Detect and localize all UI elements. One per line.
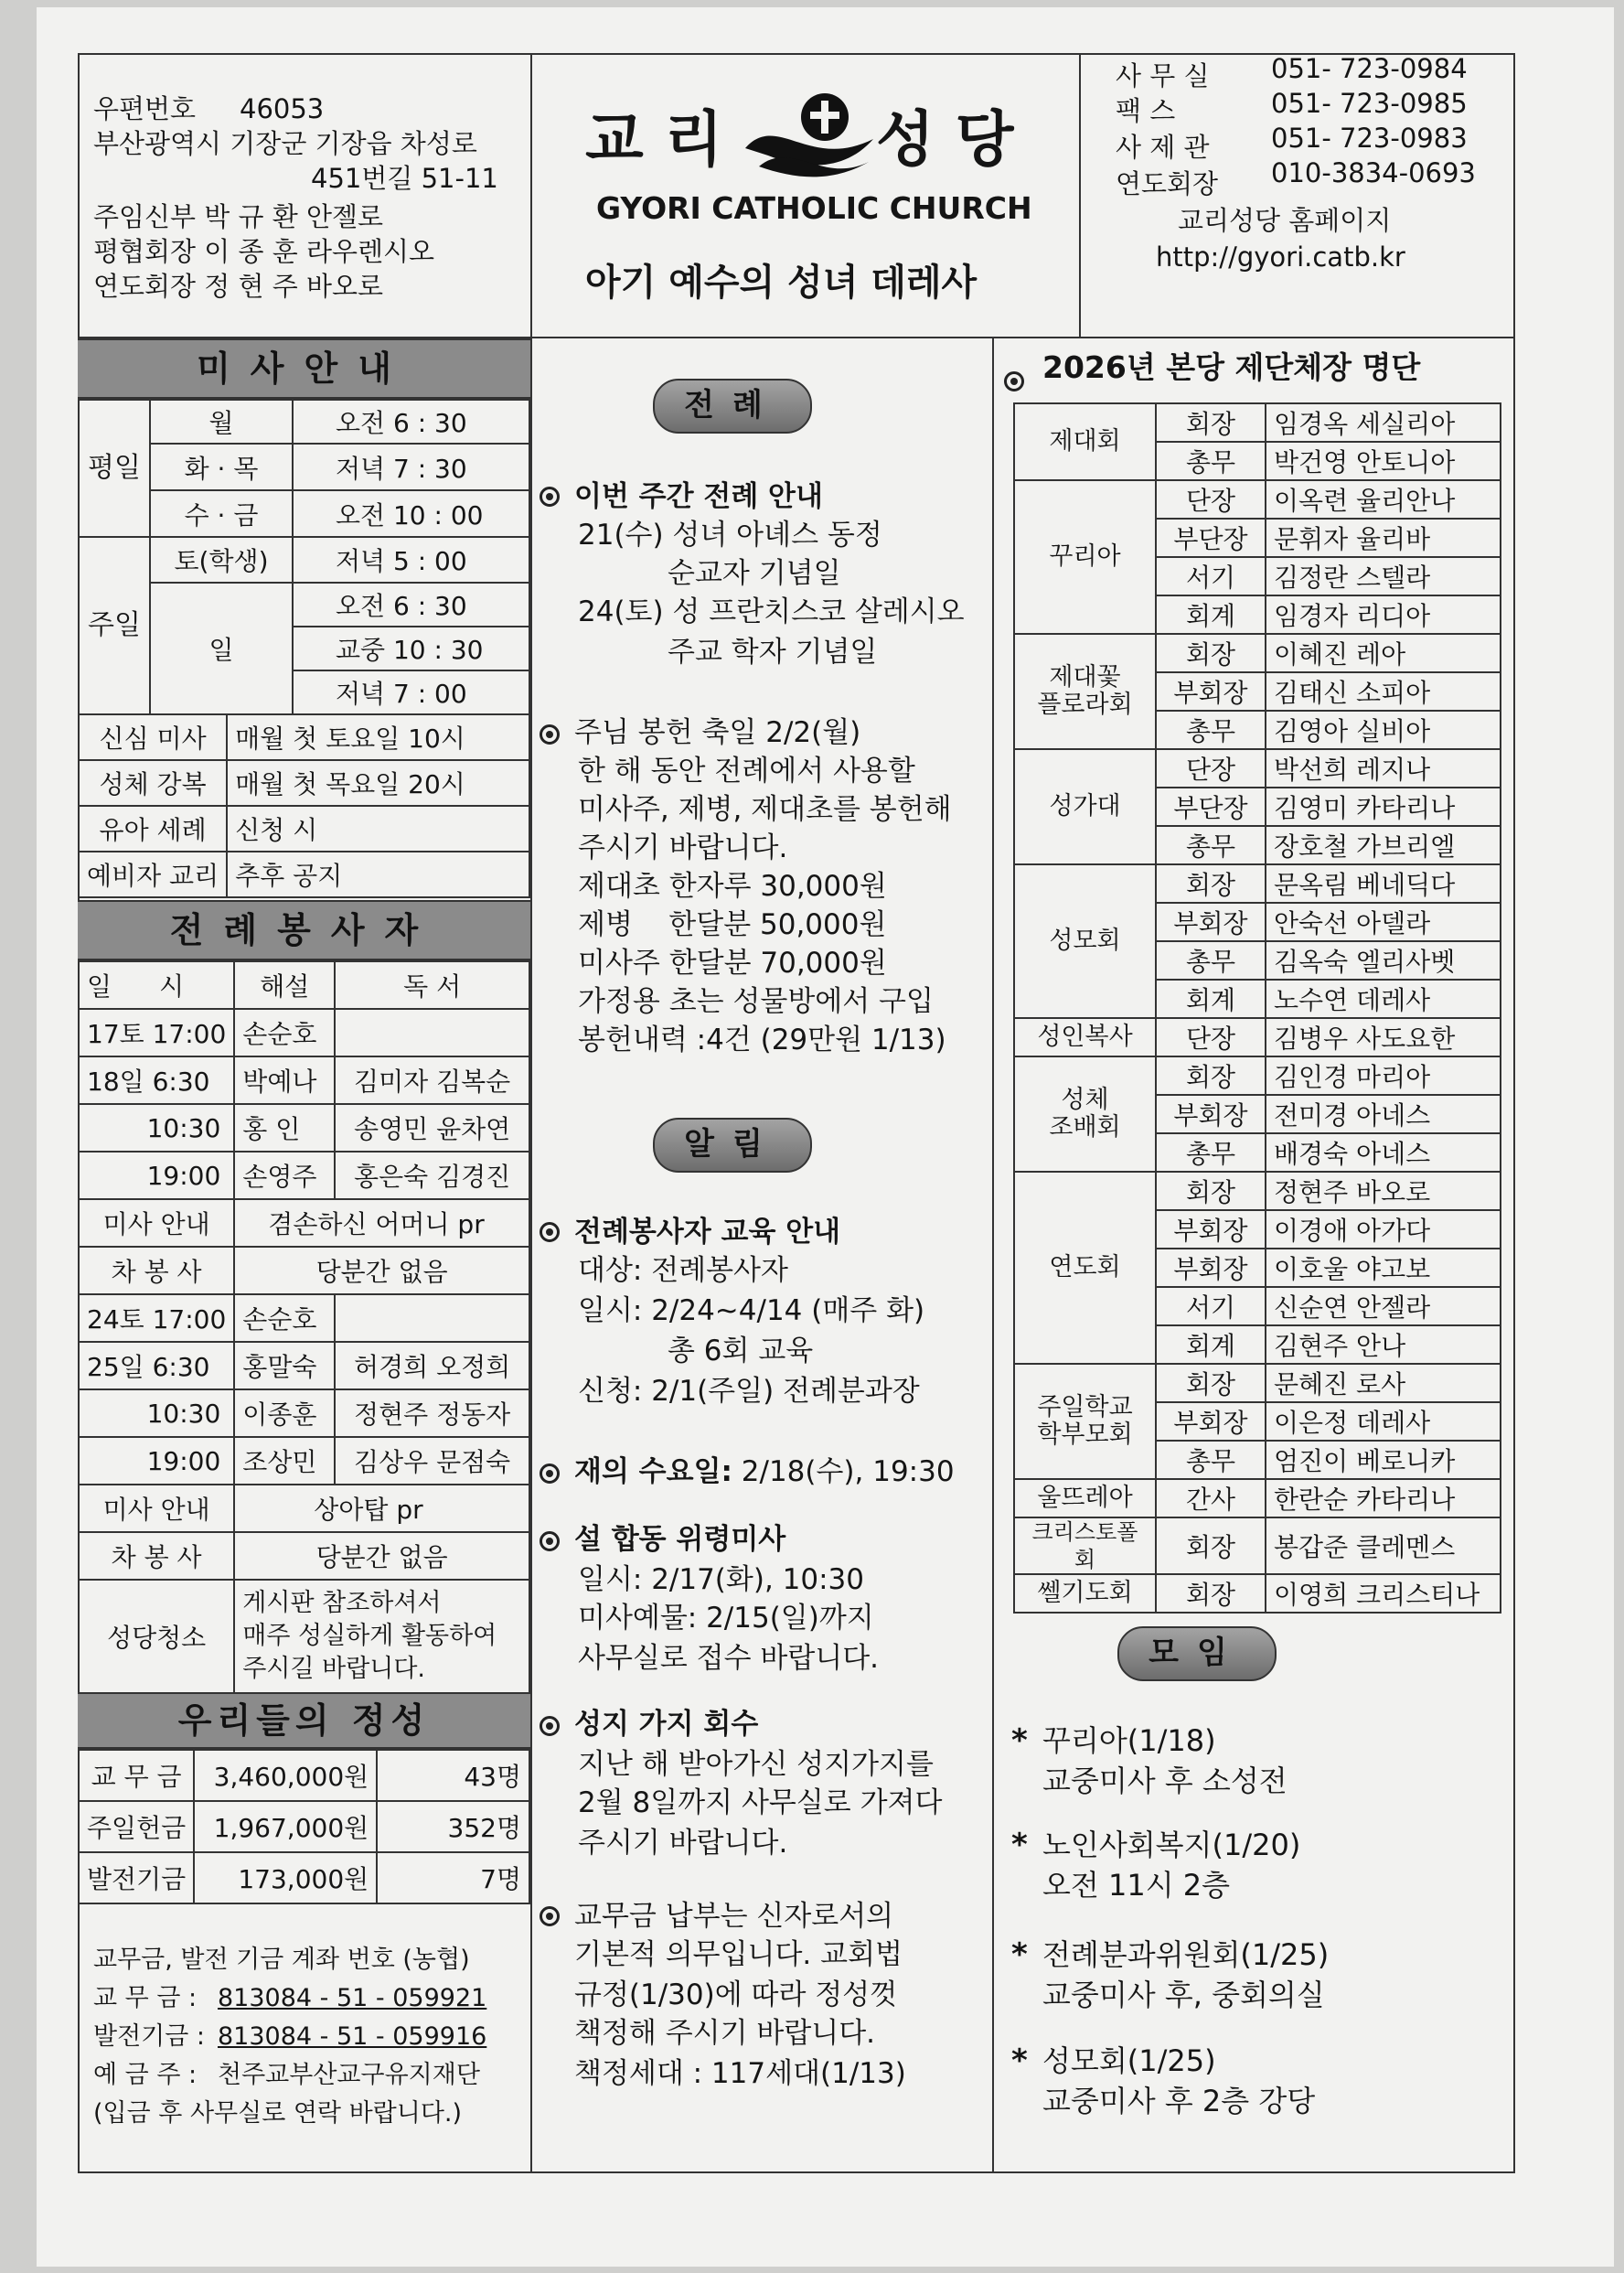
offering-count: 7명 — [377, 1852, 529, 1903]
server-commentator: 손순호 — [234, 1009, 335, 1056]
group-role: 부단장 — [1156, 519, 1266, 557]
group-role: 부회장 — [1156, 903, 1266, 941]
offering-amount: 1,967,000원 — [194, 1801, 377, 1852]
offering-count: 352명 — [377, 1801, 529, 1852]
notice-line: 24(토) 성 프란치스코 살레시오 — [578, 595, 965, 628]
meeting-detail: 교중미사 후, 중회의실 — [1042, 1978, 1325, 2012]
offering-amount: 173,000원 — [194, 1852, 377, 1903]
notice-title: 주님 봉헌 축일 2/2(월) — [574, 716, 861, 749]
address-line2: 451번길 51-11 — [311, 163, 498, 194]
group-role: 서기 — [1156, 557, 1266, 595]
meeting-title: 전례분과위원회(1/25) — [1042, 1937, 1330, 1972]
notice-line: 지난 해 받아가신 성지가지를 — [578, 1748, 934, 1781]
group-role: 부회장 — [1156, 672, 1266, 711]
account-label: 발전기금 : — [93, 2022, 206, 2051]
group-org: 크리스토폴회 — [1014, 1517, 1156, 1574]
notice-line: 주교 학자 기념일 — [668, 636, 878, 669]
mass-time: 오전 10 : 00 — [293, 490, 529, 537]
group-org: 성인복사 — [1014, 1018, 1156, 1056]
notice-line: 규정(1/30)에 따라 정성껏 — [574, 1978, 898, 2011]
group-role: 부단장 — [1156, 788, 1266, 826]
mass-time: 저녁 7 : 30 — [293, 444, 529, 490]
group-org: 연도회 — [1014, 1172, 1156, 1364]
account-title: 교무금, 발전 기금 계좌 번호 (농협) — [93, 1946, 470, 1974]
notice-title: 재의 수요일: — [574, 1455, 732, 1488]
meeting-title: 노인사회복지(1/20) — [1042, 1828, 1301, 1862]
group-role: 부회장 — [1156, 1210, 1266, 1249]
contact-value: 051- 723-0985 — [1271, 88, 1468, 119]
notice-line: 총 6회 교육 — [668, 1335, 814, 1367]
notice-line: 기본적 의무입니다. 교회법 — [574, 1938, 903, 1971]
mass-extra-value: 추후 공지 — [227, 852, 529, 897]
church-emblem-icon — [741, 84, 878, 185]
server-commentator: 홍말숙 — [234, 1342, 335, 1389]
group-role: 회장 — [1156, 864, 1266, 903]
group-row — [1014, 1018, 1501, 1056]
group-leader-name: 김옥숙 엘리사벳 — [1266, 941, 1501, 980]
meeting-detail: 교중미사 후 소성전 — [1042, 1764, 1287, 1798]
group-row — [1014, 1364, 1501, 1402]
group-role: 총무 — [1156, 1133, 1266, 1172]
notice-line: 미사예물: 2/15(일)까지 — [578, 1602, 874, 1635]
cleaning-notice — [234, 1580, 529, 1693]
mass-time: 오전 6 : 30 — [293, 583, 529, 627]
mass-time: 오전 6 : 30 — [293, 400, 529, 444]
group-leader-name: 김정란 스텔라 — [1266, 557, 1501, 595]
group-role: 단장 — [1156, 749, 1266, 788]
group-leader-name: 김영아 실비아 — [1266, 711, 1501, 749]
meeting-title: 성모회(1/25) — [1042, 2043, 1216, 2078]
server-readers — [335, 1009, 529, 1056]
group-row — [1014, 1574, 1501, 1613]
group-org: 제대꽃 플로라회 — [1014, 634, 1156, 749]
group-role: 회계 — [1156, 1325, 1266, 1364]
bullet-icon — [1004, 371, 1024, 391]
cleaning-line: 매주 성실하게 활동하여 — [242, 1622, 497, 1650]
server-commentator: 손영주 — [234, 1152, 335, 1199]
offerings-table — [78, 1749, 530, 1904]
offering-label: 교 무 금 — [79, 1750, 194, 1801]
group-leader-name: 문휘자 율리바 — [1266, 519, 1501, 557]
contact-label: 사 무 실 — [1116, 60, 1210, 91]
notice-line: 교무금 납부는 신자로서의 — [574, 1900, 894, 1933]
mass-extra-value: 매월 첫 목요일 20시 — [227, 760, 529, 806]
council-head: 평협회장 이 종 훈 라우렌시오 — [93, 236, 435, 267]
contact-label: 팩 스 — [1116, 95, 1176, 126]
server-readers: 허경희 오정희 — [335, 1342, 529, 1389]
server-commentator: 홍 인 — [234, 1104, 335, 1152]
group-leader-name: 문혜진 로사 — [1266, 1364, 1501, 1402]
server-commentator: 박예나 — [234, 1056, 335, 1104]
mass-schedule-title: 미사안내 — [78, 338, 530, 399]
notice-line: 미사주 한달분 70,000원 — [578, 947, 887, 980]
group-role: 총무 — [1156, 711, 1266, 749]
group-row — [1014, 1517, 1501, 1574]
mass-extra-value: 신청 시 — [227, 806, 529, 852]
mass-guide: 상아탑 pr — [234, 1485, 529, 1532]
notice-line: 순교자 기념일 — [668, 557, 841, 590]
notice-line: 일시: 2/24~4/14 (매주 화) — [578, 1294, 925, 1327]
offering-count: 43명 — [377, 1750, 529, 1801]
offerings-title: 우리들의 정성 — [78, 1692, 530, 1749]
group-leader-name: 신순연 안젤라 — [1266, 1287, 1501, 1325]
server-readers: 홍은숙 김경진 — [335, 1152, 529, 1199]
group-role: 회장 — [1156, 634, 1266, 672]
group-leader-name: 문옥림 베네딕다 — [1266, 864, 1501, 903]
group-role: 총무 — [1156, 941, 1266, 980]
group-leader-name: 박선희 레지나 — [1266, 749, 1501, 788]
group-org: 주일학교 학부모회 — [1014, 1364, 1156, 1479]
church-name-en: GYORI CATHOLIC CHURCH — [596, 190, 1032, 226]
server-date: 25일 6:30 — [79, 1342, 234, 1389]
bullet-icon — [540, 1716, 560, 1736]
group-role: 부회장 — [1156, 1095, 1266, 1133]
vehicle-service: 당분간 없음 — [234, 1532, 529, 1580]
groups-title: 2026년 본당 제단체장 명단 — [1042, 349, 1421, 385]
group-role: 서기 — [1156, 1287, 1266, 1325]
mass-day: 토(학생) — [150, 537, 293, 583]
mass-guide: 겸손하신 어머니 pr — [234, 1199, 529, 1247]
notice-line: 봉헌내력 :4건 (29만원 1/13) — [578, 1024, 946, 1056]
group-role: 단장 — [1156, 1018, 1266, 1056]
notice-line: 주시기 바랍니다. — [578, 831, 788, 864]
mass-day: 일 — [150, 583, 293, 714]
account-label: 교 무 금 : — [93, 1984, 198, 2012]
group-leader-name: 한란순 카타리나 — [1266, 1479, 1501, 1517]
group-leader-name: 안숙선 아델라 — [1266, 903, 1501, 941]
contact-value: 051- 723-0984 — [1271, 53, 1468, 84]
offering-amount: 3,460,000원 — [194, 1750, 377, 1801]
group-row — [1014, 1056, 1501, 1095]
notice-inline — [574, 1456, 955, 1487]
meeting-title: 꾸리아(1/18) — [1042, 1723, 1216, 1758]
deposit-note: (입금 후 사무실로 연락 바랍니다.) — [93, 2099, 463, 2128]
group-org: 울뜨레아 — [1014, 1479, 1156, 1517]
notice-value: 2/18(수), 19:30 — [732, 1455, 955, 1488]
group-role: 부회장 — [1156, 1402, 1266, 1441]
servers-head-commentator: 해설 — [234, 961, 335, 1009]
notice-line: 책정해 주시기 바랍니다. — [574, 2017, 876, 2050]
server-date: 19:00 — [79, 1437, 234, 1485]
group-leader-name: 이옥련 율리안나 — [1266, 480, 1501, 519]
notice-line: 한 해 동안 전례에서 사용할 — [578, 755, 915, 788]
column-divider — [530, 53, 532, 2173]
server-readers — [335, 1294, 529, 1342]
group-role: 회장 — [1156, 1517, 1266, 1574]
group-org: 꾸리아 — [1014, 480, 1156, 634]
group-row — [1014, 749, 1501, 788]
mass-extra-label: 유아 세례 — [79, 806, 227, 852]
contact-label: 연도회장 — [1116, 168, 1219, 199]
group-leader-name: 정현주 바오로 — [1266, 1172, 1501, 1210]
notice-line: 일시: 2/17(화), 10:30 — [578, 1563, 864, 1596]
contact-label: 사 제 관 — [1116, 132, 1210, 163]
notice-line: 가정용 초는 성물방에서 구입 — [578, 985, 934, 1018]
contact-value: 051- 723-0983 — [1271, 123, 1468, 154]
notice-line: 미사주, 제병, 제대초를 봉헌해 — [578, 793, 952, 826]
meetings-pill: 모임 — [1117, 1626, 1277, 1681]
server-readers: 김상우 문점숙 — [335, 1437, 529, 1485]
postal-code: 46053 — [240, 93, 325, 124]
meeting-detail: 오전 11시 2층 — [1042, 1868, 1231, 1903]
group-leader-name: 김태신 소피아 — [1266, 672, 1501, 711]
account-holder: 천주교부산교구유지재단 — [218, 2061, 480, 2089]
pastor: 주임신부 박 규 환 안젤로 — [93, 201, 384, 232]
vehicle-label: 차 봉 사 — [79, 1532, 234, 1580]
group-leader-name: 배경숙 아네스 — [1266, 1133, 1501, 1172]
homepage-label: 교리성당 홈페이지 — [1178, 205, 1392, 236]
holder-label: 예 금 주 : — [93, 2061, 198, 2089]
server-readers: 정현주 정동자 — [335, 1389, 529, 1437]
header-divider — [1079, 53, 1081, 337]
group-role: 회장 — [1156, 1574, 1266, 1613]
vehicle-label: 차 봉 사 — [79, 1247, 234, 1294]
servers-head-day: 일 — [87, 971, 112, 1002]
group-leader-name: 전미경 아네스 — [1266, 1095, 1501, 1133]
mass-time: 교중 10 : 30 — [293, 627, 529, 670]
group-leader-name: 김인경 마리아 — [1266, 1056, 1501, 1095]
mass-day: 수 · 금 — [150, 490, 293, 537]
group-role: 총무 — [1156, 826, 1266, 864]
patron-saint: 아기 예수의 성녀 데레사 — [585, 262, 978, 304]
notice-line: 사무실로 접수 바랍니다. — [578, 1642, 880, 1675]
notice-line: 제병 한달분 50,000원 — [578, 908, 887, 941]
mass-extra-label: 예비자 교리 — [79, 852, 227, 897]
sunday-label: 주일 — [79, 537, 150, 714]
asterisk-icon: * — [1011, 1936, 1028, 1973]
group-role: 회장 — [1156, 1172, 1266, 1210]
group-row — [1014, 403, 1501, 442]
group-leader-name: 장호철 가브리엘 — [1266, 826, 1501, 864]
servers-head-date — [79, 961, 234, 1009]
server-date: 19:00 — [79, 1152, 234, 1199]
group-leader-name: 김현주 안나 — [1266, 1325, 1501, 1364]
group-row — [1014, 1172, 1501, 1210]
group-leader-name: 이영희 크리스티나 — [1266, 1574, 1501, 1613]
group-org: 쎌기도회 — [1014, 1574, 1156, 1613]
group-leader-name: 이호울 야고보 — [1266, 1249, 1501, 1287]
group-org: 성모회 — [1014, 864, 1156, 1018]
group-role: 총무 — [1156, 1441, 1266, 1479]
group-role: 회계 — [1156, 980, 1266, 1018]
asterisk-icon: * — [1011, 2042, 1028, 2079]
group-role: 단장 — [1156, 480, 1266, 519]
bullet-icon — [540, 724, 560, 745]
group-role: 부회장 — [1156, 1249, 1266, 1287]
group-role: 회장 — [1156, 1056, 1266, 1095]
group-row — [1014, 1479, 1501, 1517]
group-row — [1014, 480, 1501, 519]
liturgy-servers-title: 전례봉사자 — [78, 900, 530, 960]
server-commentator: 손순호 — [234, 1294, 335, 1342]
offering-label: 발전기금 — [79, 1852, 194, 1903]
mass-day: 화 · 목 — [150, 444, 293, 490]
mass-extra-label: 신심 미사 — [79, 714, 227, 760]
group-leaders-table — [1013, 402, 1501, 1614]
group-leader-name: 김영미 카타리나 — [1266, 788, 1501, 826]
group-leader-name: 이은정 데레사 — [1266, 1402, 1501, 1441]
bullet-icon — [540, 487, 560, 507]
mass-extra-label: 성체 강복 — [79, 760, 227, 806]
server-readers: 송영민 윤차연 — [335, 1104, 529, 1152]
liturgy-servers-table — [78, 960, 530, 1694]
group-org: 성가대 — [1014, 749, 1156, 864]
group-leader-name: 임경자 리디아 — [1266, 595, 1501, 634]
notice-title: 성지 가지 회수 — [574, 1708, 759, 1741]
bullet-icon — [540, 1464, 560, 1484]
offering-label: 주일헌금 — [79, 1801, 194, 1852]
notice-line: 제대초 한자루 30,000원 — [578, 870, 887, 903]
notice-title: 설 합동 위령미사 — [574, 1523, 786, 1556]
address-line1: 부산광역시 기장군 기장읍 차성로 — [93, 128, 477, 159]
group-role: 회장 — [1156, 403, 1266, 442]
mass-time: 저녁 7 : 00 — [293, 670, 529, 714]
server-date: 10:30 — [79, 1389, 234, 1437]
asterisk-icon: * — [1011, 1722, 1028, 1759]
mass-extra-table — [78, 713, 530, 898]
group-role: 회계 — [1156, 595, 1266, 634]
mass-extra-value: 매월 첫 토요일 10시 — [227, 714, 529, 760]
group-org: 성체 조배회 — [1014, 1056, 1156, 1172]
group-role: 회장 — [1156, 1364, 1266, 1402]
mass-day: 월 — [150, 400, 293, 444]
server-date: 24토 17:00 — [79, 1294, 234, 1342]
asterisk-icon: * — [1011, 1827, 1028, 1863]
contact-value: 010-3834-0693 — [1271, 157, 1476, 188]
meeting-detail: 교중미사 후 2층 강당 — [1042, 2084, 1316, 2118]
mass-time: 저녁 5 : 00 — [293, 537, 529, 583]
group-role: 간사 — [1156, 1479, 1266, 1517]
notice-line: 책정세대 : 117세대(1/13) — [574, 2057, 906, 2090]
account-number[interactable]: 813084 - 51 - 059916 — [218, 2022, 487, 2051]
notice-line: 주시기 바랍니다. — [578, 1827, 788, 1860]
server-commentator: 이종훈 — [234, 1389, 335, 1437]
group-leader-name: 임경옥 세실리아 — [1266, 403, 1501, 442]
server-readers: 김미자 김복순 — [335, 1056, 529, 1104]
group-leader-name: 노수연 데레사 — [1266, 980, 1501, 1018]
legion-head: 연도회장 정 현 주 바오로 — [93, 271, 384, 302]
notice-title: 이번 주간 전례 안내 — [574, 480, 823, 513]
server-commentator: 조상민 — [234, 1437, 335, 1485]
server-date: 18일 6:30 — [79, 1056, 234, 1104]
notice-line: 21(수) 성녀 아녜스 동정 — [578, 519, 882, 552]
group-role: 총무 — [1156, 442, 1266, 480]
bullet-icon — [540, 1222, 560, 1242]
group-leader-name: 이혜진 레아 — [1266, 634, 1501, 672]
vehicle-service: 당분간 없음 — [234, 1247, 529, 1294]
liturgy-pill: 전례 — [653, 379, 812, 434]
cleaning-line: 게시판 참조하셔서 — [242, 1589, 442, 1617]
notice-line: 신청: 2/1(주일) 전례분과장 — [578, 1375, 920, 1408]
notices-pill: 알림 — [653, 1118, 812, 1173]
bullet-icon — [540, 1906, 560, 1926]
mass-guide-label: 미사 안내 — [79, 1199, 234, 1247]
group-leader-name: 박건영 안토니아 — [1266, 442, 1501, 480]
cleaning-line: 주시길 바랍니다. — [242, 1655, 426, 1683]
group-row — [1014, 864, 1501, 903]
server-date: 17토 17:00 — [79, 1009, 234, 1056]
group-leader-name: 이경애 아가다 — [1266, 1210, 1501, 1249]
servers-head-time: 시 — [159, 971, 185, 1002]
cleaning-label: 성당청소 — [79, 1580, 234, 1693]
server-date: 10:30 — [79, 1104, 234, 1152]
church-name-left: 교 리 — [585, 104, 723, 175]
homepage-url[interactable]: http://gyori.catb.kr — [1156, 241, 1405, 273]
postal-label: 우편번호 — [93, 93, 197, 124]
notice-title: 전례봉사자 교육 안내 — [574, 1216, 841, 1249]
weekday-label: 평일 — [79, 400, 150, 537]
group-leader-name: 김병우 사도요한 — [1266, 1018, 1501, 1056]
group-leader-name: 봉갑준 클레멘스 — [1266, 1517, 1501, 1574]
notice-line: 2월 8일까지 사무실로 가져다 — [578, 1786, 943, 1819]
bullet-icon — [540, 1531, 560, 1551]
mass-guide-label: 미사 안내 — [79, 1485, 234, 1532]
column-divider — [992, 337, 994, 2173]
mass-schedule-table — [78, 399, 530, 715]
group-leader-name: 엄진이 베로니카 — [1266, 1441, 1501, 1479]
servers-head-readers: 독 서 — [335, 961, 529, 1009]
group-row — [1014, 634, 1501, 672]
notice-line: 대상: 전례봉사자 — [578, 1254, 788, 1287]
group-org: 제대회 — [1014, 403, 1156, 480]
church-name-right: 성 당 — [876, 104, 1014, 175]
account-number[interactable]: 813084 - 51 - 059921 — [218, 1984, 487, 2012]
